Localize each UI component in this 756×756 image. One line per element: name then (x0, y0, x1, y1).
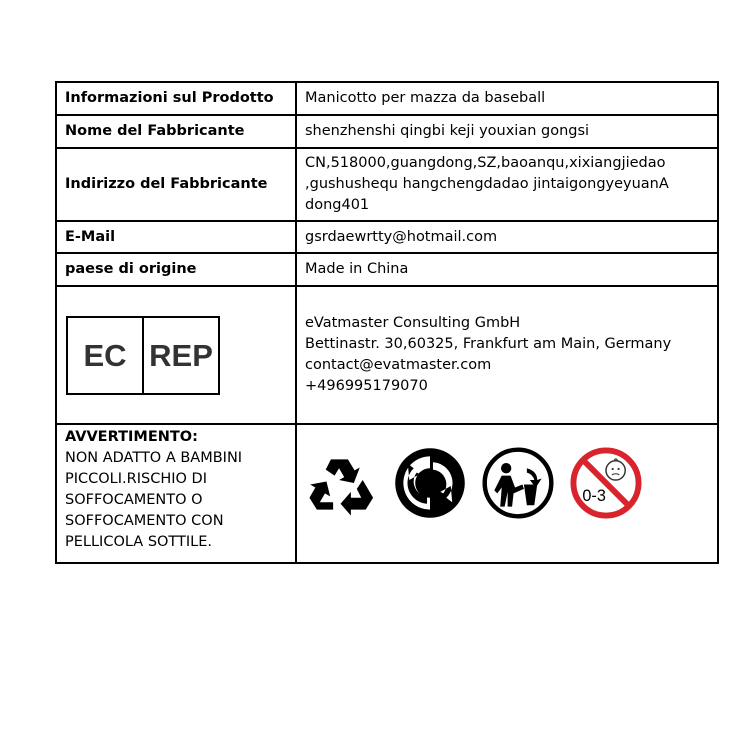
origin-value: Made in China (296, 253, 718, 286)
recycle-icon (305, 446, 379, 520)
ec-rep-line: eVatmaster Consulting GmbH (305, 315, 521, 331)
address-label: Indirizzo del Fabbricante (56, 148, 296, 221)
table-row (56, 253, 718, 286)
symbols-cell (296, 424, 718, 563)
ec-rep-line: +496995179070 (305, 378, 428, 394)
table-row (56, 82, 718, 115)
table-row (56, 221, 718, 253)
warning-text: NON ADATTO A BAMBINI PICCOLI.RISCHIO DI SOFFOCAMENTO O SOFFOCAMENTO CON PELLICOLA SOTTILE. (65, 450, 243, 550)
address-line: ,gushushequ hangchengdadao jintaigongyeyuanA (305, 176, 669, 192)
table-row (56, 286, 718, 424)
table-row (56, 148, 718, 221)
ec-rep-address (296, 286, 718, 424)
warning-title: AVVERTIMENTO: (65, 429, 198, 445)
address-value (296, 148, 718, 221)
tidyman-icon (481, 446, 555, 520)
ec-rep-right: REP (149, 337, 213, 373)
address-line: CN,518000,guangdong,SZ,baoanqu,xixiangjiedao (305, 155, 666, 171)
ec-rep-left: EC (68, 318, 144, 393)
origin-label: paese di origine (56, 253, 296, 286)
ec-rep-symbol-cell (56, 286, 296, 424)
green-dot-icon (393, 446, 467, 520)
age-label: 0-3 (582, 486, 606, 505)
ec-rep-symbol (66, 316, 220, 395)
manufacturer-label: Nome del Fabbricante (56, 115, 296, 148)
table-row (56, 115, 718, 148)
product-info-table (55, 81, 719, 564)
ec-rep-line: Bettinastr. 30,60325, Frankfurt am Main, Germany (305, 336, 672, 352)
ec-rep-line: contact@evatmaster.com (305, 357, 492, 373)
age-warning-icon (569, 446, 643, 520)
product-value: Manicotto per mazza da baseball (296, 82, 718, 115)
product-label: Informazioni sul Prodotto (56, 82, 296, 115)
table-row (56, 424, 718, 563)
email-value: gsrdaewrtty@hotmail.com (296, 221, 718, 253)
warning-cell (56, 424, 296, 563)
manufacturer-value: shenzhenshi qingbi keji youxian gongsi (296, 115, 718, 148)
email-label: E-Mail (56, 221, 296, 253)
address-line: dong401 (305, 197, 370, 213)
symbols-row (305, 446, 709, 520)
